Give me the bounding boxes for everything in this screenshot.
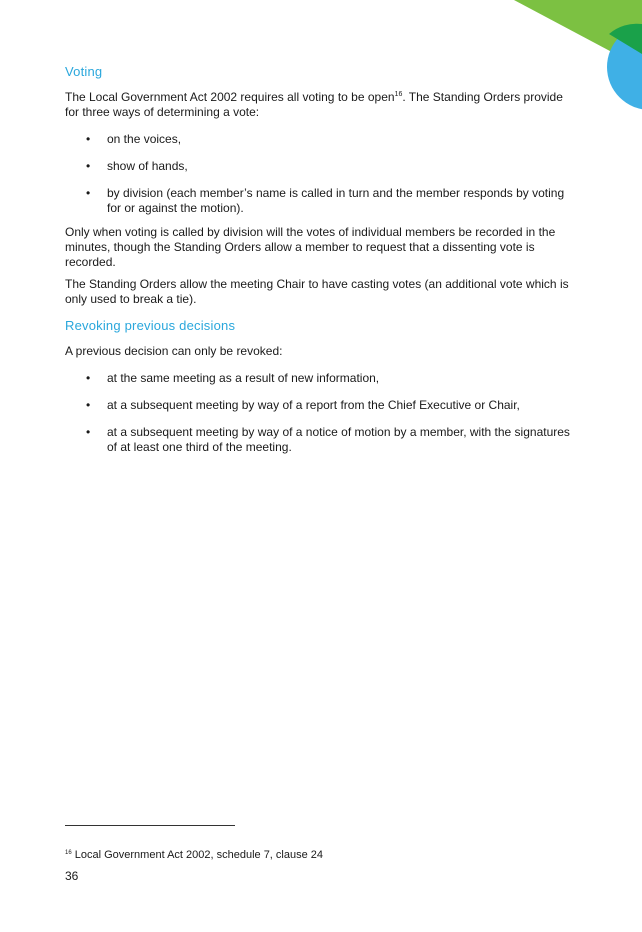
footnote-text: Local Government Act 2002, schedule 7, clause 24 [71, 849, 324, 861]
list-item-text: at a subsequent meeting by way of a report from the Chief Executive or Chair, [107, 398, 520, 412]
voting-intro-text: The Local Government Act 2002 requires all voting to be open [65, 90, 395, 104]
list-item-text: at a subsequent meeting by way of a notice of motion by a member, with the signatures of at least one third of the meeting. [107, 425, 570, 454]
footnote-marker: 16 [65, 850, 72, 856]
list-item-text: by division (each member’s name is called in turn and the member responds by voting for or against the motion). [107, 186, 565, 215]
list-item [65, 186, 580, 216]
bullet-glyph: • [86, 398, 91, 412]
page-number: 36 [65, 869, 79, 883]
voting-intro-text-continued: . The Standing Orders provide for three ways of determining a vote: [65, 90, 563, 119]
revoking-intro-paragraph: A previous decision can only be revoked: [65, 344, 283, 358]
heading-revoking-decisions: Revoking previous decisions [65, 318, 236, 333]
voting-division-paragraph: Only when voting is called by division will the votes of individual members be recorded in the minutes, though the Standing Orders allow a member to request that a dissenting vote is recorded. [65, 225, 556, 269]
list-item-text: show of hands, [107, 159, 188, 173]
list-item-text: at the same meeting as a result of new information, [107, 371, 380, 385]
list-item [65, 425, 580, 455]
voting-casting-paragraph: The Standing Orders allow the meeting Chair to have casting votes (an additional vote which is only used to break a tie). [65, 277, 569, 306]
page-content [65, 64, 580, 467]
voting-intro-paragraph [65, 90, 580, 120]
voting-methods-list [65, 132, 580, 216]
bullet-glyph: • [86, 159, 91, 173]
list-item [65, 159, 580, 174]
bullet-glyph: • [86, 425, 91, 439]
bullet-glyph: • [86, 371, 91, 385]
footnote [65, 848, 323, 862]
list-item-text: on the voices, [107, 132, 182, 146]
revoking-conditions-list [65, 371, 580, 455]
footnote-reference: 16 [394, 91, 403, 98]
bullet-glyph: • [86, 132, 91, 146]
list-item [65, 371, 580, 386]
list-item [65, 398, 580, 413]
heading-voting: Voting [65, 64, 103, 79]
bullet-glyph: • [86, 186, 91, 200]
list-item [65, 132, 580, 147]
footnote-divider [65, 825, 235, 826]
